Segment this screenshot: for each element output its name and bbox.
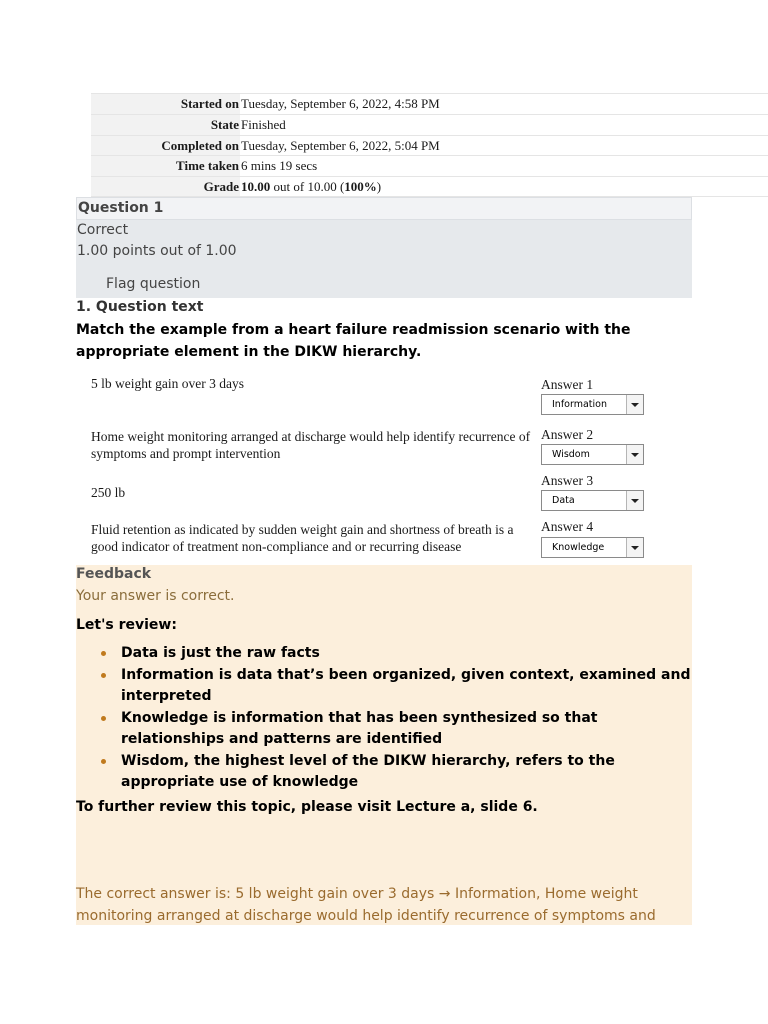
grade-middle: out of 10.00 (	[270, 179, 345, 195]
summary-label: Grade	[91, 177, 240, 196]
list-item: Knowledge is information that has been synthesized so that relationships and patterns are identified	[76, 708, 692, 751]
chevron-down-icon	[626, 445, 643, 464]
match-prompt: Home weight monitoring arranged at discharge would help identify recurrence of symptoms and prompt intervention	[91, 429, 531, 461]
answer-label: Answer 4	[541, 519, 594, 534]
answer-4-select[interactable]	[541, 537, 644, 558]
chevron-down-icon	[626, 491, 643, 510]
further-review-text: To further review this topic, please visit Lecture a, slide 6.	[76, 799, 538, 815]
summary-value: 6 mins 19 secs	[241, 158, 318, 174]
list-item: Wisdom, the highest level of the DIKW hierarchy, refers to the appropriate use of knowledge	[76, 751, 692, 794]
review-heading: Let's review:	[76, 617, 177, 633]
summary-value: Tuesday, September 6, 2022, 5:04 PM	[241, 137, 440, 153]
answer-label: Answer 3	[541, 473, 594, 488]
summary-row-state	[91, 114, 768, 135]
chevron-down-icon	[626, 538, 643, 557]
summary-value: Tuesday, September 6, 2022, 4:58 PM	[241, 96, 440, 111]
question-info	[76, 197, 692, 298]
flag-question-button[interactable]: Flag question	[106, 276, 201, 292]
question-state: Correct	[77, 222, 129, 238]
list-item: Information is data that’s been organized, given context, examined and interpreted	[76, 665, 692, 708]
summary-label: State	[91, 115, 240, 135]
summary-row-completed	[91, 135, 768, 156]
question-grade: 1.00 points out of 1.00	[77, 243, 237, 259]
feedback-heading: Feedback	[76, 566, 152, 582]
grade-end: )	[376, 179, 382, 195]
chevron-down-icon	[626, 395, 643, 414]
list-item: Data is just the raw facts	[76, 643, 692, 665]
select-value: Wisdom	[552, 449, 590, 460]
question-text: Match the example from a heart failure readmission scenario with the appropriate element in the DIKW hierarchy.	[76, 322, 631, 360]
summary-row-grade	[91, 176, 768, 197]
answer-3-select[interactable]	[541, 490, 644, 511]
select-value: Data	[552, 495, 575, 506]
correct-answer-text: The correct answer is: 5 lb weight gain over 3 days → Information, Home weight monitoring arranged at discharge would help identify recurrence of symptoms and	[76, 886, 656, 924]
summary-label: Completed on	[91, 136, 240, 156]
answer-label: Answer 1	[541, 377, 594, 392]
review-list	[76, 643, 692, 794]
summary-label: Time taken	[91, 156, 240, 176]
answer-2-select[interactable]	[541, 444, 644, 465]
feedback-panel	[76, 565, 692, 925]
grade-percent: 100%	[344, 179, 377, 195]
match-prompt: Fluid retention as indicated by sudden weight gain and shortness of breath is a good indicator of treatment non-compliance and or recurring disease	[91, 522, 514, 554]
match-prompt: 5 lb weight gain over 3 days	[91, 376, 244, 391]
match-prompt: 250 lb	[91, 485, 126, 500]
summary-row-started	[91, 93, 768, 114]
summary-grade-value	[240, 177, 381, 196]
feedback-correct-message: Your answer is correct.	[76, 588, 235, 604]
answer-1-select[interactable]	[541, 394, 644, 415]
select-value: Knowledge	[552, 542, 605, 553]
summary-value: Finished	[241, 116, 286, 132]
summary-label: Started on	[91, 94, 240, 114]
answer-label: Answer 2	[541, 427, 594, 442]
grade-score: 10.00	[241, 179, 271, 195]
attempt-summary-table	[91, 93, 768, 197]
question-title: Question 1	[76, 197, 692, 220]
select-value: Information	[552, 399, 607, 410]
question-text-heading: 1. Question text	[76, 299, 204, 315]
summary-row-time-taken	[91, 155, 768, 176]
